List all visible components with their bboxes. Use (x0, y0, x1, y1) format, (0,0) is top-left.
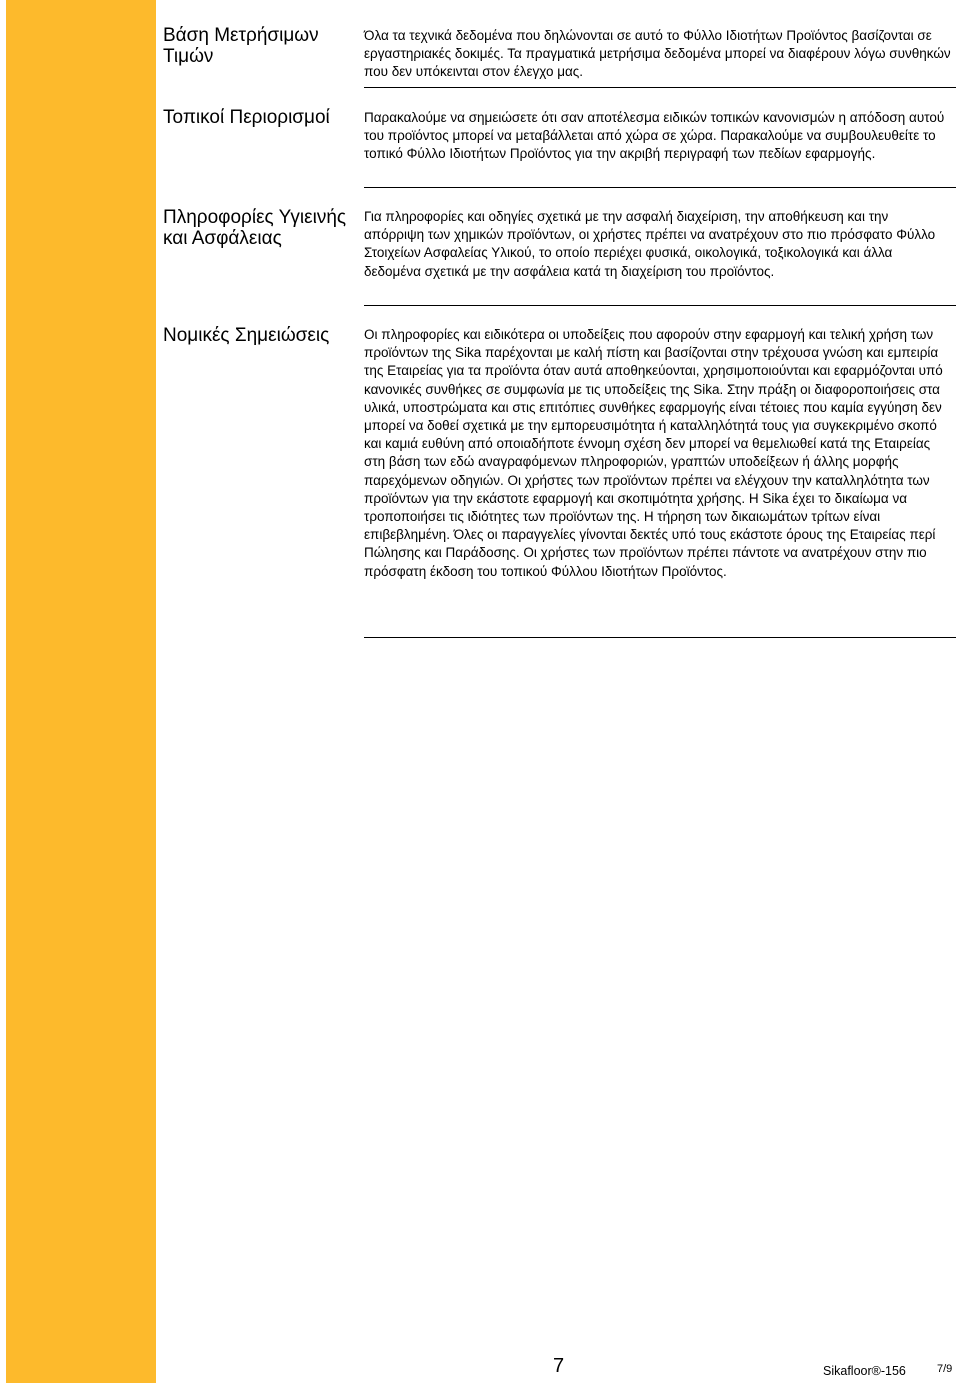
footer-product-name: Sikafloor®-156 (823, 1364, 906, 1378)
section-divider (364, 87, 956, 88)
footer-page-number: 7 (553, 1355, 565, 1377)
section-text-health-safety: Για πληροφορίες και οδηγίες σχετικά με την ασφαλή διαχείριση, την αποθήκευση και την απόρριψη των χημικών προϊόντων, οι χρήστες πρέπει να ανατρέχουν στο πιο πρόσφατο Φύλλο Στοιχείων Ασφαλείας Υλικού, το οποίο περιέχει φυσικά, οικολογικά, τοξικολογικά και άλλα δεδομένα σχετικά με την ασφάλεια κατά τη διαχείριση του προϊόντος. (364, 209, 936, 279)
accent-band (6, 0, 156, 1383)
section-divider (364, 637, 956, 638)
section-label-measured-values: Βάση Μετρήσιμων Τιμών (163, 25, 319, 67)
section-divider (364, 187, 956, 188)
section-text-local-restrictions: Παρακαλούμε να σημειώσετε ότι σαν αποτέλεσμα ειδικών τοπικών κανονισμών η απόδοση αυτού του προϊόντος μπορεί να μεταβάλλεται από χώρα σε χώρα. Παρακαλούμε να συμβουλευθείτε το τοπικό Φύλλο Ιδιοτήτων Προϊόντος για την ακριβή περιγραφή των πεδίων εφαρμογής. (364, 110, 945, 162)
section-label-health-safety: Πληροφορίες Υγιεινής και Ασφάλειας (163, 207, 347, 249)
section-divider (364, 305, 956, 306)
section-text-legal-notes: Οι πληροφορίες και ειδικότερα οι υποδείξεις που αφορούν στην εφαρμογή και τελική χρήση των προϊόντων της Sika παρέχονται με καλή πίστη και βασίζονται στην τρέχουσα γνώση και εμπειρία της Εταιρείας για τα προϊόντα όταν αυτά αποθηκεύονται, χρησιμοποιούνται και εφαρμόζονται υπό κανονικές συνθήκες σε συμφωνία με τις υποδείξεις της Sika. Στην πράξη οι διαφοροποιήσεις στα υλικά, υποστρώματα και στις επιτόπιες συνθήκες εφαρμογής είναι τέτοιες που καμία εγγύηση δεν μπορεί να δοθεί σχετικά με την εμπορευσιμότητα ή καταλληλότητά τους για συγκεκριμένο σκοπό και καμιά ευθύνη από οποιαδήποτε έννομη σχέση δεν μπορεί να θεμελιωθεί κατά της Εταιρείας στη βάση των εδώ αναγραφόμενων πληροφοριών, γραπτών υποδείξεων ή άλλης μορφής παρεχόμενων οδηγιών. Οι χρήστες των προϊόντων πρέπει να ελέγχουν την καταλληλότητα των προϊόντων για την εκάστοτε εφαρμογή και σκοπιμότητα χρήσης. Η Sika έχει το δικαίωμα να τροποποιήσει τις ιδιότητες των προϊόντων της. Η τήρηση των δικαιωμάτων τρίτων είναι επιβεβλημένη. Όλες οι παραγγελίες γίνονται δεκτές υπό τους εκάστοτε όρους της Εταιρείας περί Πώλησης και Παράδοσης. Οι χρήστες των προϊόντων πρέπει πάντοτε να ανατρέχουν στην πιο πρόσφατη έκδοση του τοπικού Φύλλου Ιδιοτήτων Προϊόντος. (364, 327, 943, 579)
footer-page-count: 7/9 (937, 1363, 953, 1375)
section-text-measured-values: Όλα τα τεχνικά δεδομένα που δηλώνονται σε αυτό το Φύλλο Ιδιοτήτων Προϊόντος βασίζονται σε εργαστηριακές δοκιμές. Τα πραγματικά μετρήσιμα δεδομένα μπορεί να διαφέρουν λόγω συνθηκών που δεν υπόκεινται στον έλεγχο μας. (364, 28, 951, 80)
section-label-legal-notes: Νομικές Σημειώσεις (163, 325, 330, 346)
section-label-local-restrictions: Τοπικοί Περιορισμοί (163, 107, 330, 128)
